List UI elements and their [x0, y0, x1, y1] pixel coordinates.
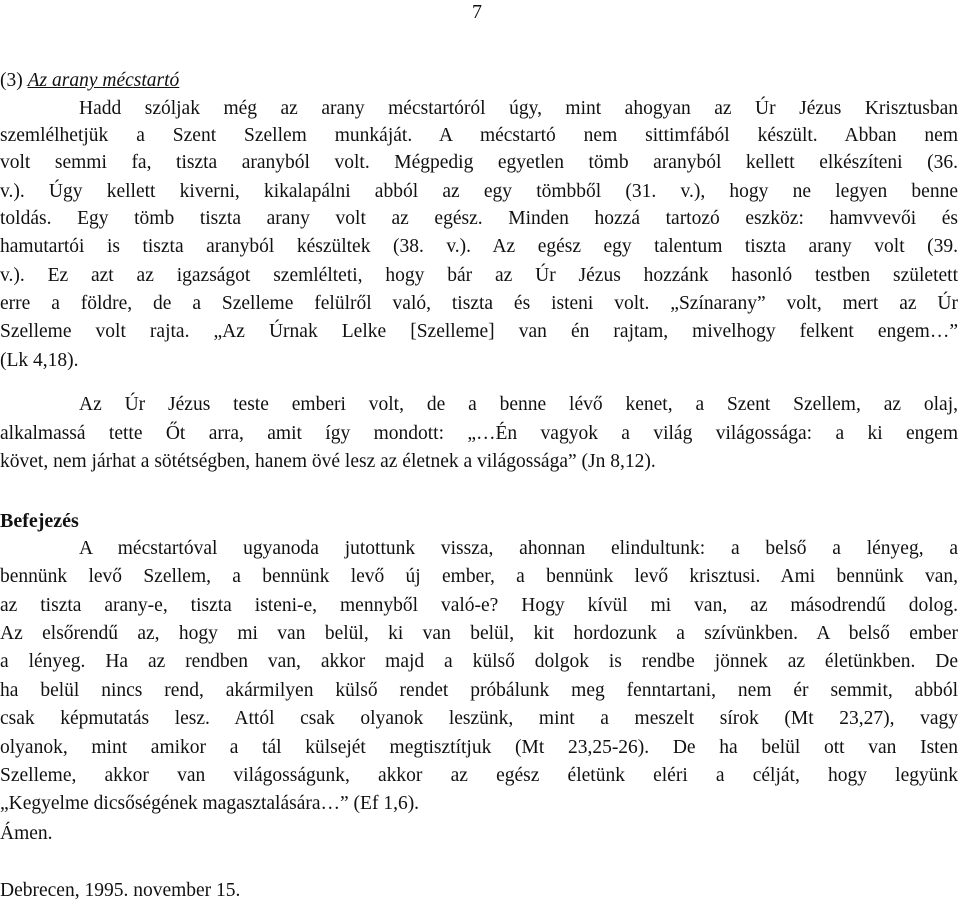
- paragraph-line: Szelleme volt rajta. „Az Úrnak Lelke [Szelleme] van én rajtam, mivelhogy felkent engem…”: [0, 321, 958, 342]
- paragraph-line: szemlélhetjük a Szent Szellem munkáját. A mécstartó nem sittimfából készült. Abban nem: [0, 125, 958, 146]
- paragraph-line: Szelleme, akkor van világosságunk, akkor az egész életünk eléri a célját, hogy legyünk: [0, 765, 958, 786]
- paragraph-line: (Lk 4,18).: [0, 350, 79, 371]
- section-number: (3): [0, 70, 28, 91]
- paragraph-line: „Kegyelme dicsőségének magasztalására…” (Ef 1,6).: [0, 793, 420, 814]
- paragraph-line: Az elsőrendű az, hogy mi van belül, ki van belül, kit hordozunk a szívünkben. A belső ember: [0, 623, 958, 644]
- paragraph-line: A mécstartóval ugyanoda jutottunk vissza, ahonnan elindultunk: a belső a lényeg, a: [79, 538, 958, 559]
- paragraph-line: hamutartói is tiszta aranyból készültek (38. v.). Az egész egy talentum tiszta arany volt (39.: [0, 236, 958, 257]
- paragraph-line: toldás. Egy tömb tiszta arany volt az egész. Minden hozzá tartozó eszköz: hamvvevői és: [0, 208, 958, 229]
- paragraph-line: erre a földre, de a Szelleme felülről való, tiszta és isteni volt. „Színarany” volt, mert az Úr: [0, 293, 958, 314]
- section-title: Befejezés: [0, 510, 79, 532]
- paragraph-line: a lényeg. Ha az rendben van, akkor majd a külső dolgok is rendbe jönnek az életünkben. De: [0, 651, 958, 672]
- paragraph-line: olyanok, mint amikor a tál külsejét megtisztítjuk (Mt 23,25-26). De ha belül ott van Isten: [0, 737, 958, 758]
- paragraph-line: az tiszta arany-e, tiszta isteni-e, mennyből való-e? Hogy kívül mi van, az másodrendű dolog.: [0, 595, 958, 616]
- closing-word: Ámen.: [0, 823, 53, 844]
- section-title: Az arany mécstartó: [27, 70, 180, 91]
- paragraph-line: követ, nem járhat a sötétségben, hanem övé lesz az életnek a világossága” (Jn 8,12).: [0, 451, 656, 472]
- page-number: 7: [472, 1, 482, 23]
- section-heading: [0, 69, 958, 93]
- place-date: Debrecen, 1995. november 15.: [0, 880, 241, 901]
- paragraph-line: Hadd szóljak még az arany mécstartóról úgy, mint ahogyan az Úr Jézus Krisztusban: [79, 98, 958, 119]
- paragraph-line: v.). Ez azt az igazságot szemlélteti, hogy bár az Úr Jézus hozzánk hasonló testben született: [0, 265, 958, 286]
- paragraph-line: ha belül nincs rend, akármilyen külső rendet próbálunk meg fenntartani, nem ér semmit, abból: [0, 680, 958, 701]
- paragraph-line: bennünk levő Szellem, a bennünk levő új ember, a bennünk levő krisztusi. Ami bennünk van,: [0, 566, 958, 587]
- paragraph-line: Az Úr Jézus teste emberi volt, de a benne lévő kenet, a Szent Szellem, az olaj,: [79, 394, 958, 415]
- paragraph-line: csak képmutatás lesz. Attól csak olyanok leszünk, mint a meszelt sírok (Mt 23,27), vagy: [0, 708, 958, 729]
- paragraph-line: v.). Úgy kellett kiverni, kikalapálni abból az egy tömbből (31. v.), hogy ne legyen benne: [0, 181, 958, 202]
- paragraph-line: volt semmi fa, tiszta aranyból volt. Mégpedig egyetlen tömb aranyból kellett elkészíteni (36.: [0, 152, 958, 173]
- paragraph-line: alkalmassá tette Őt arra, amit így mondott: „…Én vagyok a világ világossága: a ki engem: [0, 423, 958, 444]
